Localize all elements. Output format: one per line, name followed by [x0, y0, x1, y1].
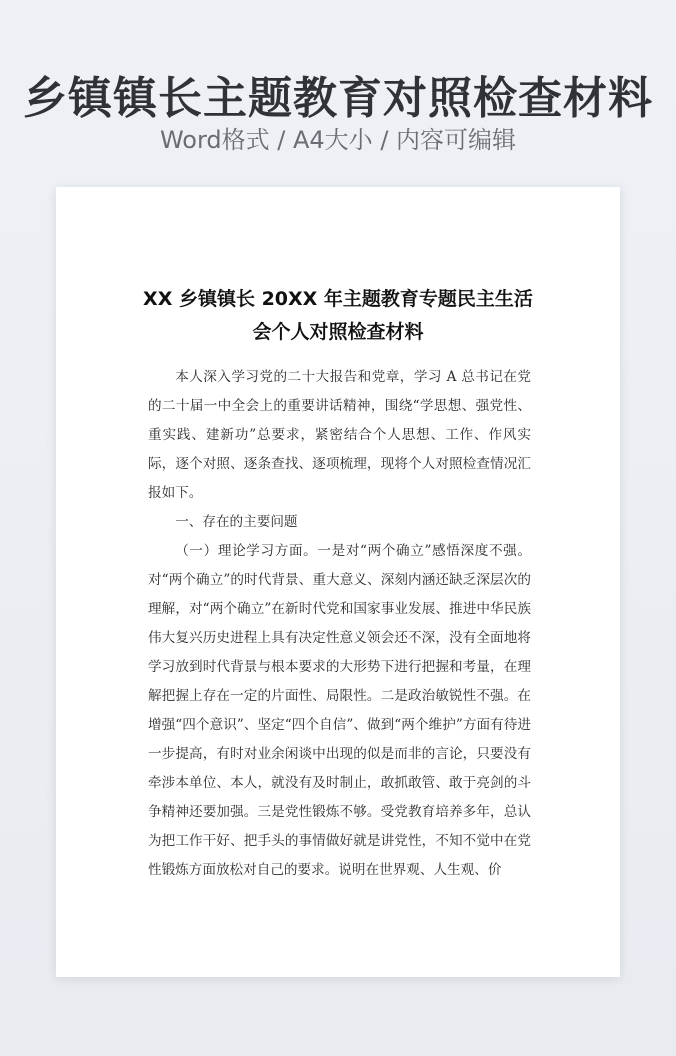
document-page-preview: [56, 187, 620, 977]
document-paragraph-intro: 本人深入学习党的二十大报告和党章，学习 A 总书记在党的二十届一中全会上的重要讲话精神，围绕“学思想、强党性、重实践、建新功”总要求，紧密结合个人思想、工作、作风实际，逐个对照、逐条查找、逐项梳理，现将个人对照检查情况汇报如下。: [148, 369, 531, 501]
document-section-heading: 一、存在的主要问题: [175, 514, 298, 530]
banner-title: 乡镇镇长主题教育对照检查材料: [23, 73, 653, 124]
document-title: XX 乡镇镇长 20XX 年主题教育专题民主生活会个人对照检查材料: [143, 288, 533, 343]
document-body: [148, 363, 531, 885]
document-paragraph-theory: （一）理论学习方面。一是对“两个确立”感悟深度不强。对“两个确立”的时代背景、重大意义、深刻内涵还缺乏深层次的理解，对“两个确立”在新时代党和国家事业发展、推进中华民族伟大复兴历史进程上具有决定性意义领会还不深，没有全面地将学习放到时代背景与根本要求的大形势下进行把握和考量，在理解把握上存在一定的片面性、局限性。二是政治敏锐性不强。在增强“四个意识”、坚定“四个自信”、做到“两个维护”方面有待进一步提高，有时对业余闲谈中出现的似是而非的言论，只要没有牵涉本单位、本人，就没有及时制止，敢抓敢管、敢于亮剑的斗争精神还要加强。三是党性锻炼不够。受党教育培养多年，总认为把工作干好、把手头的事情做好就是讲党性，不知不觉中在党性锻炼方面放松对自己的要求。说明在世界观、人生观、价: [148, 543, 531, 878]
banner-subtitle: Word格式 / A4大小 / 内容可编辑: [159, 126, 517, 154]
